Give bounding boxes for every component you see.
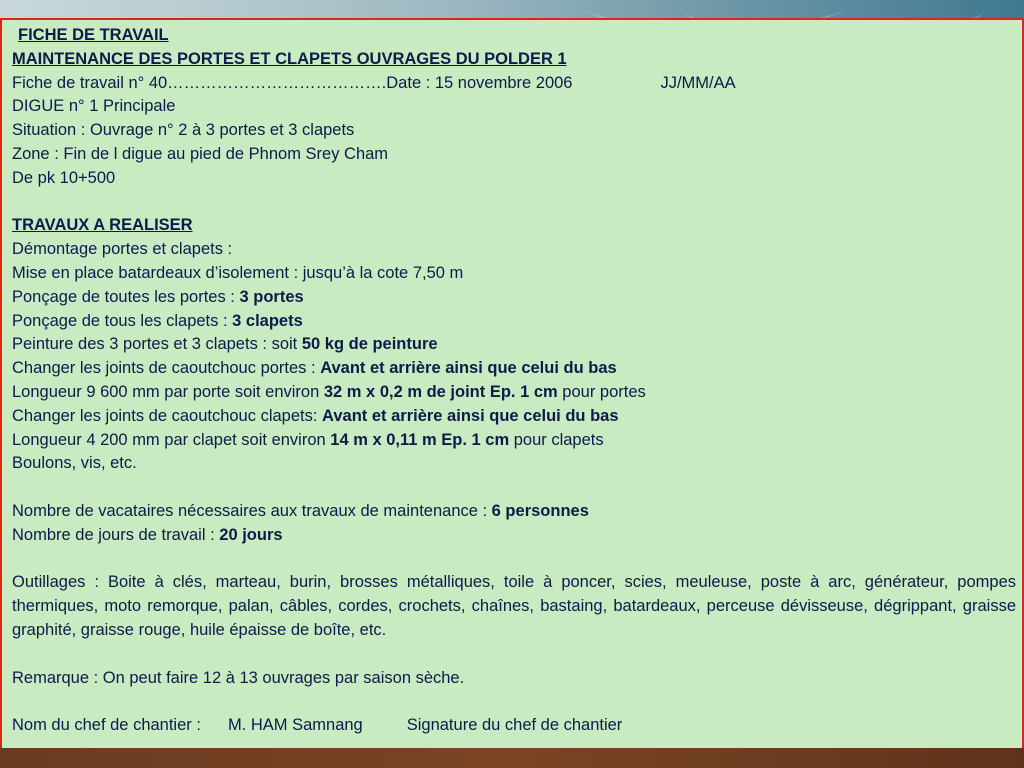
travaux-item — [12, 452, 1016, 476]
spacer — [12, 690, 1016, 714]
travaux-item-bold: 32 m x 0,2 m de joint Ep. 1 cm — [323, 382, 558, 401]
signature-label: Signature du chef de chantier — [406, 716, 623, 735]
spacer — [12, 476, 1016, 500]
travaux-item — [12, 238, 1016, 262]
sheet-title: FICHE DE TRAVAIL — [18, 26, 169, 44]
travaux-item-text: Peinture des 3 portes et 3 clapets : soit — [12, 335, 302, 354]
travaux-item-text: Démontage portes et clapets : — [12, 240, 233, 259]
travaux-item-suffix: pour portes — [557, 382, 646, 401]
travaux-item — [12, 333, 1016, 357]
travaux-item — [12, 286, 1016, 310]
travaux-list — [12, 238, 1016, 476]
sheet-subtitle: MAINTENANCE DES PORTES ET CLAPETS OUVRAGES DU POLDER 1 — [12, 49, 567, 68]
travaux-item-suffix: pour clapets — [509, 430, 604, 449]
sheet-content — [12, 24, 1016, 738]
travaux-item-text: Ponçage de tous les clapets : — [12, 311, 233, 330]
vacataires-line — [12, 500, 1016, 524]
fiche-number-date: Fiche de travail n° 40………………………………….Date : 15 novembre 2006 — [12, 73, 573, 92]
jours-value: 20 jours — [219, 525, 283, 544]
travaux-item-bold: 14 m x 0,11 m Ep. 1 cm — [330, 430, 510, 449]
vacataires-label: Nombre de vacataires nécessaires aux travaux de maintenance : — [12, 501, 492, 520]
zone-line: Zone : Fin de l digue au pied de Phnom Srey Cham — [12, 144, 389, 163]
travaux-item-text: Changer les joints de caoutchouc clapets: — [12, 406, 323, 425]
travaux-heading: TRAVAUX A REALISER — [12, 216, 193, 235]
remarque-line: Remarque : On peut faire 12 à 13 ouvrages par saison sèche. — [12, 668, 465, 687]
digue-line: DIGUE n° 1 Principale — [12, 97, 176, 116]
date-format: JJ/MM/AA — [660, 73, 736, 92]
fiche-line — [12, 72, 1016, 96]
travaux-item-text: Boulons, vis, etc. — [12, 454, 137, 473]
travaux-item-text: Changer les joints de caoutchouc portes : — [12, 359, 321, 378]
travaux-item-bold: Avant et arrière ainsi que celui du bas — [320, 359, 617, 378]
travaux-item-bold: 3 portes — [239, 287, 304, 306]
spacer — [12, 643, 1016, 667]
jours-line — [12, 524, 1016, 548]
work-sheet — [0, 18, 1024, 750]
travaux-item-bold: Avant et arrière ainsi que celui du bas — [322, 406, 619, 425]
travaux-item — [12, 381, 1016, 405]
travaux-item-text: Mise en place batardeaux d’isolement : jusqu’à la cote 7,50 m — [12, 263, 464, 282]
spacer — [12, 191, 1016, 215]
travaux-item-bold: 50 kg de peinture — [301, 335, 438, 354]
travaux-item-text: Longueur 9 600 mm par porte soit environ — [12, 382, 324, 401]
vacataires-value: 6 personnes — [491, 501, 589, 520]
travaux-item — [12, 429, 1016, 453]
chef-label: Nom du chef de chantier : — [12, 716, 201, 735]
top-decor-band — [0, 0, 1024, 20]
travaux-item-text: Longueur 4 200 mm par clapet soit environ — [12, 430, 331, 449]
travaux-item-bold: 3 clapets — [232, 311, 303, 330]
spacer — [12, 548, 1016, 572]
travaux-item-text: Ponçage de toutes les portes : — [12, 287, 240, 306]
chef-name: M. HAM Samnang — [227, 716, 363, 735]
bottom-decor-band — [0, 748, 1024, 768]
outillages-paragraph: Outillages : Boite à clés, marteau, burin, brosses métalliques, toile à poncer, scies, meuleuse, poste à arc, générateur, pompes thermiques, moto remorque, palan, câbles, cordes, crochets, chaînes, bastaing, batardeaux, perceuse dévisseuse, dégrippant, graisse graphité, graisse rouge, huile épaisse de boîte, etc. — [12, 573, 1016, 639]
travaux-item — [12, 262, 1016, 286]
jours-label: Nombre de jours de travail : — [12, 525, 220, 544]
travaux-item — [12, 405, 1016, 429]
signature-line — [12, 714, 1016, 738]
pk-line: De pk 10+500 — [12, 168, 116, 187]
situation-line: Situation : Ouvrage n° 2 à 3 portes et 3 clapets — [12, 121, 355, 140]
travaux-item — [12, 310, 1016, 334]
travaux-item — [12, 357, 1016, 381]
